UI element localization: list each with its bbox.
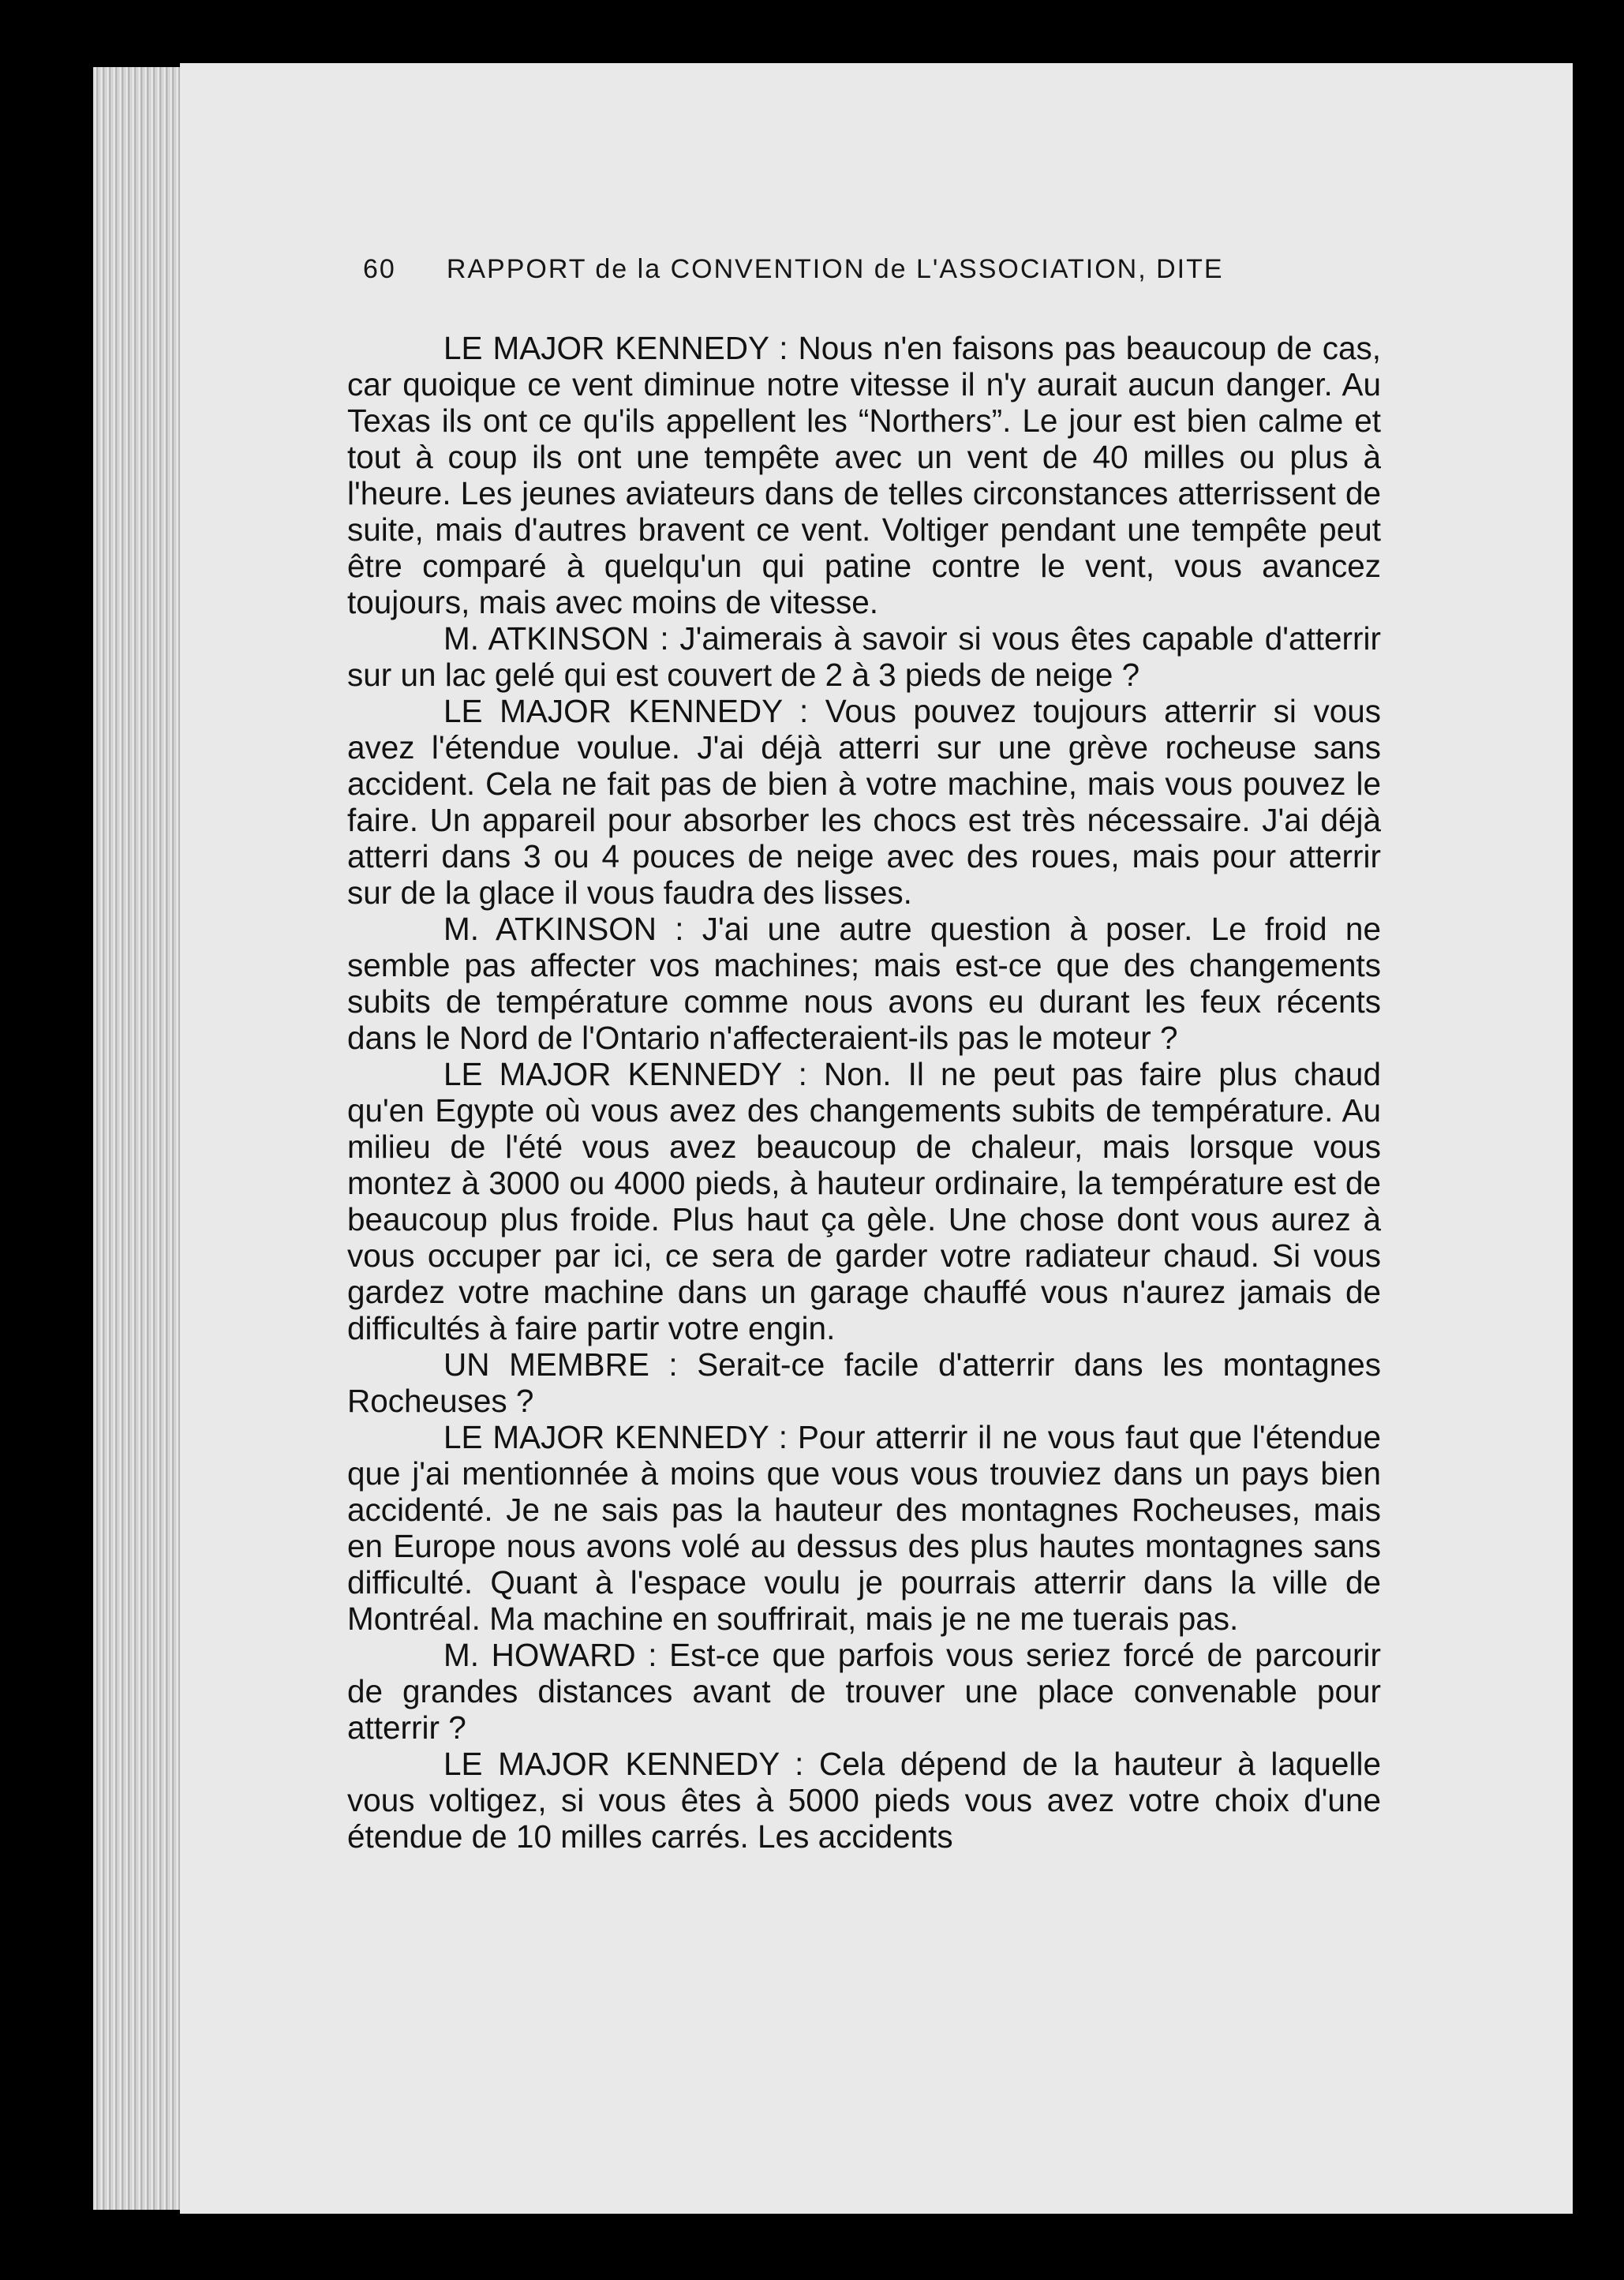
paragraph-text: Non. Il ne peut pas faire plus chaud qu'en Egypte où vous avez des changements subits de température. Au milieu de l'été vous avez beaucoup de chaleur, mais lorsque vous montez à 3000 ou 4000 pieds, à hauteur ordinaire, la température est de beaucoup plus froide. Plus haut ça gèle. Une chose dont vous aurez à vous occuper par ici, ce sera de garder votre radiateur chaud. Si vous gardez votre machine dans un garage chauffé vous n'aurez jamais de difficultés à faire partir votre engin. [347, 1056, 1381, 1346]
page-body [347, 330, 1381, 1855]
paragraph-text: Serait-ce facile d'atterrir dans les montagnes Rocheuses ? [347, 1346, 1381, 1419]
dialogue-paragraph [347, 1746, 1381, 1855]
dialogue-paragraph [347, 1056, 1381, 1346]
dialogue-paragraph [347, 620, 1381, 693]
speaker-name: LE MAJOR KENNEDY : [443, 1746, 804, 1782]
dialogue-paragraph [347, 1346, 1381, 1419]
paragraph-text: Est-ce que parfois vous seriez forcé de parcourir de grandes distances avant de trouver une place convenable pour atterrir ? [347, 1637, 1381, 1746]
page-number: 60 [363, 254, 396, 284]
running-header [363, 254, 1381, 285]
paragraph-text: Nous n'en faisons pas beaucoup de cas, car quoique ce vent diminue notre vitesse il n'y aurait aucun danger. Au Texas ils ont ce qu'ils appellent les “Northers”. Le jour est bien calme et tout à coup ils ont une tempête avec un vent de 40 milles ou plus à l'heure. Les jeunes aviateurs dans de telles circonstances atterrissent de suite, mais d'autres bravent ce vent. Voltiger pendant une tempête peut être comparé à quelqu'un qui patine contre le vent, vous avancez toujours, mais avec moins de vitesse. [347, 330, 1381, 620]
paragraph-text: J'ai une autre question à poser. Le froid ne semble pas affecter vos machines; mais est-ce que des changements subits de température comme nous avons eu durant les feux récents dans le Nord de l'Ontario n'affecteraient-ils pas le moteur ? [347, 911, 1381, 1056]
book-page-edges [93, 67, 188, 2210]
dialogue-paragraph [347, 1419, 1381, 1637]
speaker-name: LE MAJOR KENNEDY : [443, 330, 788, 366]
speaker-name: M. HOWARD : [443, 1637, 657, 1673]
speaker-name: LE MAJOR KENNEDY : [443, 1056, 807, 1092]
dialogue-paragraph [347, 330, 1381, 620]
speaker-name: M. ATKINSON : [443, 620, 669, 657]
paragraph-text: Pour atterrir il ne vous faut que l'étendue que j'ai mentionnée à moins que vous vous trouviez dans un pays bien accidenté. Je ne sais pas la hauteur des montagnes Rocheuses, mais en Europe nous avons volé au dessus des plus hautes montagnes sans difficulté. Quant à l'espace voulu je pourrais atterrir dans la ville de Montréal. Ma machine en souffrirait, mais je ne me tuerais pas. [347, 1419, 1381, 1637]
paragraph-text: Cela dépend de la hauteur à laquelle vous voltigez, si vous êtes à 5000 pieds vous avez votre choix d'une étendue de 10 milles carrés. Les accidents [347, 1746, 1381, 1855]
speaker-name: UN MEMBRE : [443, 1346, 678, 1383]
running-title: RAPPORT de la CONVENTION de L'ASSOCIATION, DITE [446, 254, 1224, 284]
paragraph-text: J'aimerais à savoir si vous êtes capable d'atterrir sur un lac gelé qui est couvert de 2 à 3 pieds de neige ? [347, 620, 1381, 693]
dialogue-paragraph [347, 911, 1381, 1056]
dialogue-paragraph [347, 693, 1381, 911]
book-spine-shadow [1573, 63, 1624, 2214]
speaker-name: LE MAJOR KENNEDY : [443, 1419, 788, 1455]
paragraph-text: Vous pouvez toujours atterrir si vous avez l'étendue voulue. J'ai déjà atterri sur une grève rocheuse sans accident. Cela ne fait pas de bien à votre machine, mais vous pouvez le faire. Un appareil pour absorber les chocs est très nécessaire. J'ai déjà atterri dans 3 ou 4 pouces de neige avec des roues, mais pour atterrir sur de la glace il vous faudra des lisses. [347, 693, 1381, 911]
dialogue-paragraph [347, 1637, 1381, 1746]
speaker-name: LE MAJOR KENNEDY : [443, 693, 809, 729]
speaker-name: M. ATKINSON : [443, 911, 684, 947]
